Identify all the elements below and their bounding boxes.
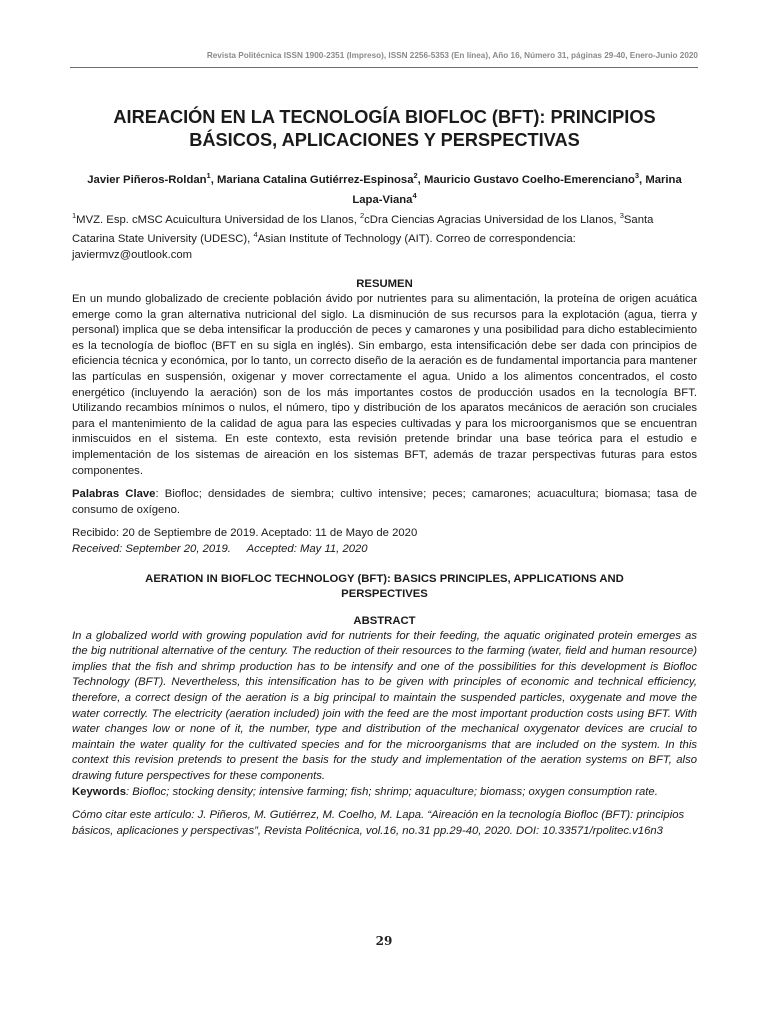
english-title: AERATION IN BIOFLOC TECHNOLOGY (BFT): BASICS PRINCIPLES, APPLICATIONS AND PERSPECTIVES bbox=[145, 572, 624, 600]
keywords-en bbox=[72, 785, 697, 801]
palabras-clave bbox=[72, 487, 697, 518]
resumen-heading: RESUMEN bbox=[356, 278, 413, 291]
received-accepted-es: Recibido: 20 de Septiembre de 2019. Aceptado: 11 de Mayo de 2020 bbox=[72, 527, 418, 540]
author-affil-mark: 3 bbox=[634, 171, 640, 180]
author-affil-mark: 2 bbox=[413, 171, 418, 180]
title-line-2: BÁSICOS, APLICACIONES Y PERSPECTIVAS bbox=[189, 130, 580, 150]
correspondence-email: Asian Institute of Technology (AIT). Correo de correspondencia: javiermvz@outlook.com bbox=[72, 233, 576, 262]
keywords-label: Palabras Clave bbox=[72, 488, 156, 501]
affiliations: $^1$MVZ. Esp. cMSC Acuicultura Universidad de los Llanos, $^2$cDra Ciencias Agracias Universidad de los Llanos, $^3$Santa Catarina State University (UDESC), $^4$Asian Institute of Technology (AIT). Correo de correspondencia: javiermvz@outlook.com bbox=[72, 210, 654, 262]
page-number: 29 bbox=[375, 934, 393, 948]
keywords-en-text: : Biofloc; stocking density; intensive farming; fish; shrimp; aquaculture; biomass; oxygen consumption rate. bbox=[126, 785, 658, 798]
author-name: Mariana Catalina Gutiérrez-Espinosa bbox=[217, 173, 414, 186]
title-line-1: AIREACIÓN EN LA TECNOLOGÍA BIOFLOC (BFT): PRINCIPIOS bbox=[113, 107, 656, 127]
article-title bbox=[72, 106, 697, 152]
author-list: Javier Piñeros-Roldan$^1$, Mariana Catalina Gutiérrez-Espinosa$^2$, Mauricio Gustavo Coelho-Emerenciano$^3$, Marina Lapa-Viana$^4$ bbox=[87, 171, 682, 206]
author-name: Marina Lapa-Viana bbox=[352, 173, 682, 206]
abstract-text: In a globalized world with growing population avid for nutrients for their feeding, the aquatic originated protein emerges as the big nutritional alternative of the century. The reduction of their resources to the farming (water, field and human resource) implies that the fish and shrimp production has to be intensify and one of the possibilities for this development is Biofloc Technology (BFT). Nevertheless, this intensification has to be given with principles of economic and technical efficiency, therefore, a correct design of the aeration is a big principal to maintain the suspended particles, oxygenate and move the water correctly. The electricity (aeration included) join with the feed are the most important production costs using BFT. With water changes low or none of it, the number, type and distribution of the mechanical oxygenator devices are crucial to maintain the water quality for the cultivated species and for the microorganisms that are included on the system. In this context this revision pretends to present the basis for the study and implementation of the aeration systems on BFT, also drawing future perspectives for these components. bbox=[72, 629, 697, 782]
author-name: Javier Piñeros-Roldan bbox=[87, 173, 207, 186]
author-name: Mauricio Gustavo Coelho-Emerenciano bbox=[423, 173, 635, 186]
author-affil-mark: 4 bbox=[412, 190, 417, 200]
keywords-en-label: Keywords bbox=[72, 785, 126, 798]
received-accepted-en: Received: September 20, 2019. Accepted: May 11, 2020 bbox=[72, 542, 368, 555]
journal-header: Revista Politécnica ISSN 1900-2351 (Impreso), ISSN 2256-5353 (En línea), Año 16, Número 31, páginas 29-40, Enero-Junio 2020 bbox=[206, 51, 698, 60]
citation: Cómo citar este artículo: J. Piñeros, M. Gutiérrez, M. Coelho, M. Lapa. “Aireación en la tecnología Biofloc (BFT): principios básicos, aplicaciones y perspectivas”, Revista Politécnica, vol.16, no.31 pp.29-40, 2020. DOI: 10.33571/rpolitec.v16n3 bbox=[72, 809, 685, 837]
resumen-text: En un mundo globalizado de creciente población ávido por nutrientes para su alimentación, la proteína de origen acuática emerge como la gran alternativa nutricional del siglo. La disminución de sus recursos para la explotación (agua, tierra y personal) implica que se deba intensificar la producción de peces y camarones y una posibilidad para dicho establecimiento es la tecnología de biofloc (BFT en su sigla en inglés). Sin embargo, esta intensificación debe ser dada con principios de eficiencia técnica y económica, por lo tanto, un correcto diseño de la aeración es de fundamental importancia para mantener las partículas en suspensión, oxigenar y mover correctamente el agua. Unido a los alimentos concentrados, el costo energético (incluyendo la aeración) son de los más importantes costos de producción usados en la tecnología BFT. Utilizando recambios mínimos o nulos, el número, tipo y distribución de los aparatos mecánicos de aeración son cruciales para el mantenimiento de la calidad de agua para las especies cultivadas y para los microorganismos que se encuentran inmiscuidos en el sistema. En este contexto, esta revisión pretende brindar una base teórica para el estudio e implementación de los sistemas de aireación en los sistemas BFT, además de trazar perspectivas futuras para estos componentes. bbox=[72, 293, 697, 477]
author-affil-mark: 1 bbox=[206, 171, 211, 180]
header-divider bbox=[70, 67, 698, 68]
article-body bbox=[72, 106, 697, 839]
abstract-heading: ABSTRACT bbox=[353, 614, 416, 627]
keywords-text: : Biofloc; densidades de siembra; cultivo intensive; peces; camarones; acuacultura; biomasa; tasa de consumo de oxígeno. bbox=[72, 488, 697, 516]
